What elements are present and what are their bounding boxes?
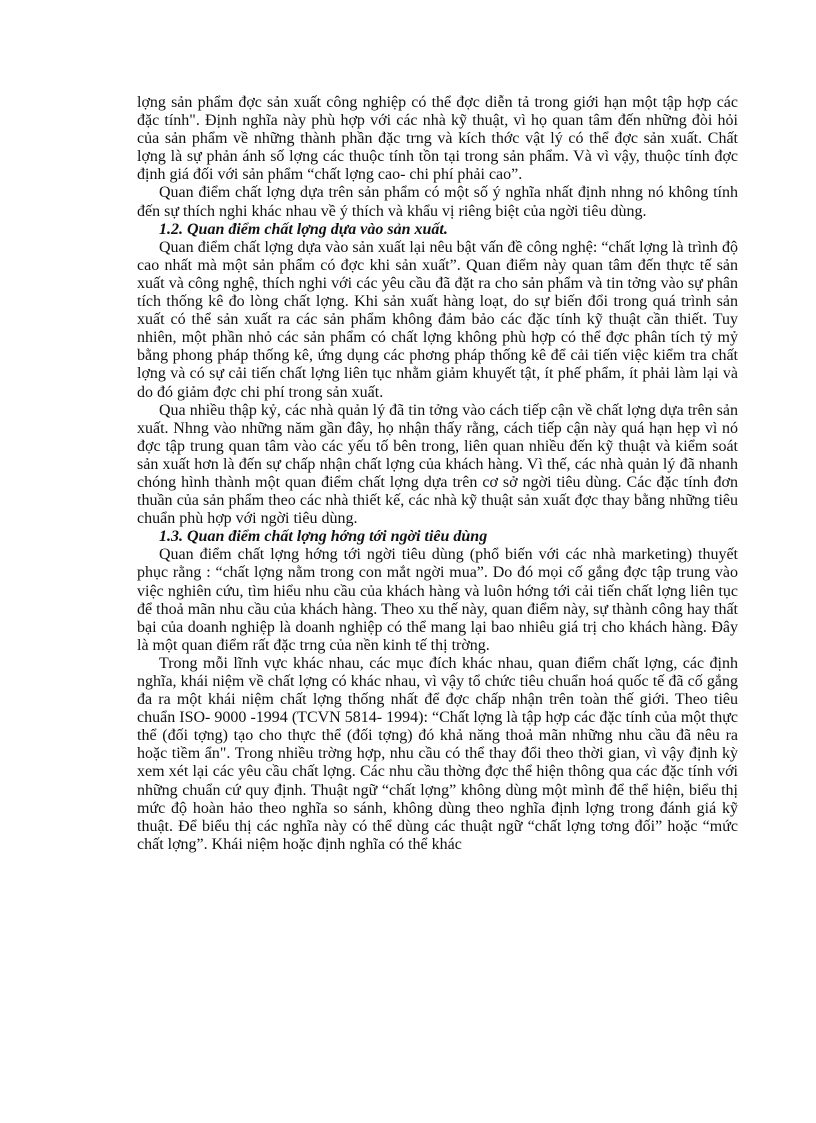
heading-section-1-3: 1.3. Quan điểm chất lợng hớng tới ngời tiêu dùng — [159, 528, 488, 546]
paragraph-product-view-limits: Quan điểm chất lợng dựa trên sản phẩm có một số ý nghĩa nhất định nhng nó không tính đến sự thích nghi khác nhau về ý thích và khẩu vị riêng biệt của ngời tiêu dùng. — [137, 184, 738, 220]
heading-section-1-2: 1.2. Quan điểm chất lợng dựa vào sản xuất. — [159, 220, 448, 238]
paragraph-manufacturing-view: Quan điểm chất lợng dựa vào sản xuất lại nêu bật vấn đề công nghệ: “chất lợng là trình độ cao nhất mà một sản phẩm có đợc khi sản xuất”. Quan điểm này quan tâm đến thực tế sản xuất và công nghệ, thích nghi với các yêu cầu đã đặt ra cho sản phẩm và tin tởng vào sự phân tích thống kê đo lòng chất lợng. Khi sản xuất hàng loạt, do sự biến đổi trong quá trình sản xuất có thể sản xuất ra các sản phẩm không đảm bảo các đặc tính kỹ thuật cần thiết. Tuy nhiên, một phần nhỏ các sản phẩm có chất lợng không phù hợp có thể đợc phân tích tỷ mỷ bằng phong pháp thống kê, ứng dụng các phơng pháp thống kê để cải tiến việc kiểm tra chất lợng và có sự cải tiến chất lợng liên tục nhằm giảm khuyết tật, ít phế phẩm, ít phải làm lại và do đó giảm đợc chi phí trong sản xuất. — [137, 238, 738, 401]
document-page — [137, 94, 738, 854]
paragraph-iso-definition: Trong mỗi lĩnh vực khác nhau, các mục đích khác nhau, quan điểm chất lợng, các định nghĩa, khái niệm về chất lợng có khác nhau, vì vậy tổ chức tiêu chuẩn hoá quốc tế đã cố gắng đa ra một khái niệm chất lợng thống nhất để đợc chấp nhận trên toàn thế giới. Theo tiêu chuẩn ISO- 9000 -1994 (TCVN 5814- 1994): “Chất lợng là tập hợp các đặc tính của một thực thể (đối tợng) tạo cho thực thể (đối tợng) đó khả năng thoả mãn những nhu cầu đã nêu ra hoặc tiềm ẩn". Trong nhiều trờng hợp, nhu cầu có thể thay đổi theo thời gian, vì vậy định kỳ xem xét lại các yêu cầu chất lợng. Các nhu cầu thờng đợc thể hiện thông qua các đặc tính với những chuẩn cứ quy định. Thuật ngữ “chất lợng” không dùng một mình để thể hiện, biểu thị mức độ hoàn hảo theo nghĩa so sánh, không dùng theo nghĩa định lợng trong đánh giá kỹ thuật. Để biểu thị các nghĩa này có thể dùng các thuật ngữ “chất lợng tơng đối” hoặc “mức chất lợng”. Khái niệm hoặc định nghĩa có thể khác — [137, 654, 738, 853]
paragraph-product-quality-definition: lợng sản phẩm đợc sản xuất công nghiệp có thể đợc diễn tả trong giới hạn một tập hợp các đặc tính". Định nghĩa này phù hợp với các nhà kỹ thuật, vì họ quan tâm đến những đòi hỏi của sản phẩm về những thành phần đặc trng và kích thớc vật lý có thể đợc sản xuất. Chất lợng là sự phản ánh số lợng các thuộc tính tồn tại trong sản phẩm. Và vì vậy, thuộc tính đợc định giá đối với sản phẩm “chất lợng cao- chi phí phải cao”. — [137, 94, 738, 184]
paragraph-manager-shift: Qua nhiều thập kỷ, các nhà quản lý đã tin tởng vào cách tiếp cận về chất lợng dựa trên sản xuất. Nhng vào những năm gần đây, họ nhận thấy rằng, cách tiếp cận này quá hạn hẹp vì nó đợc tập trung quan tâm vào các yếu tố bên trong, liên quan nhiều đến kỹ thuật và kiểm soát sản xuất hơn là đến sự chấp nhận chất lợng của khách hàng. Vì thế, các nhà quản lý đã nhanh chóng hình thành một quan điểm chất lợng dựa trên cơ sở ngời tiêu dùng. Các đặc tính đơn thuần của sản phẩm theo các nhà thiết kế, các nhà kỹ thuật sản xuất đợc thay bằng những tiêu chuẩn phù hợp với ngời tiêu dùng. — [137, 401, 738, 528]
paragraph-consumer-view: Quan điểm chất lợng hớng tới ngời tiêu dùng (phổ biến với các nhà marketing) thuyết phục rằng : “chất lợng nằm trong con mắt ngời mua”. Do đó mọi cố gắng đợc tập trung vào việc nghiên cứu, tìm hiểu nhu cầu của khách hàng và luôn hớng tới cải tiến chất lợng liên tục để thoả mãn nhu cầu của khách hàng. Theo xu thế này, quan điểm này, sự thành công hay thất bại của doanh nghiệp là doanh nghiệp có thể mang lại bao nhiêu giá trị cho khách hàng. Đây là một quan điểm rất đặc trng của nền kinh tế thị trờng. — [137, 546, 738, 654]
